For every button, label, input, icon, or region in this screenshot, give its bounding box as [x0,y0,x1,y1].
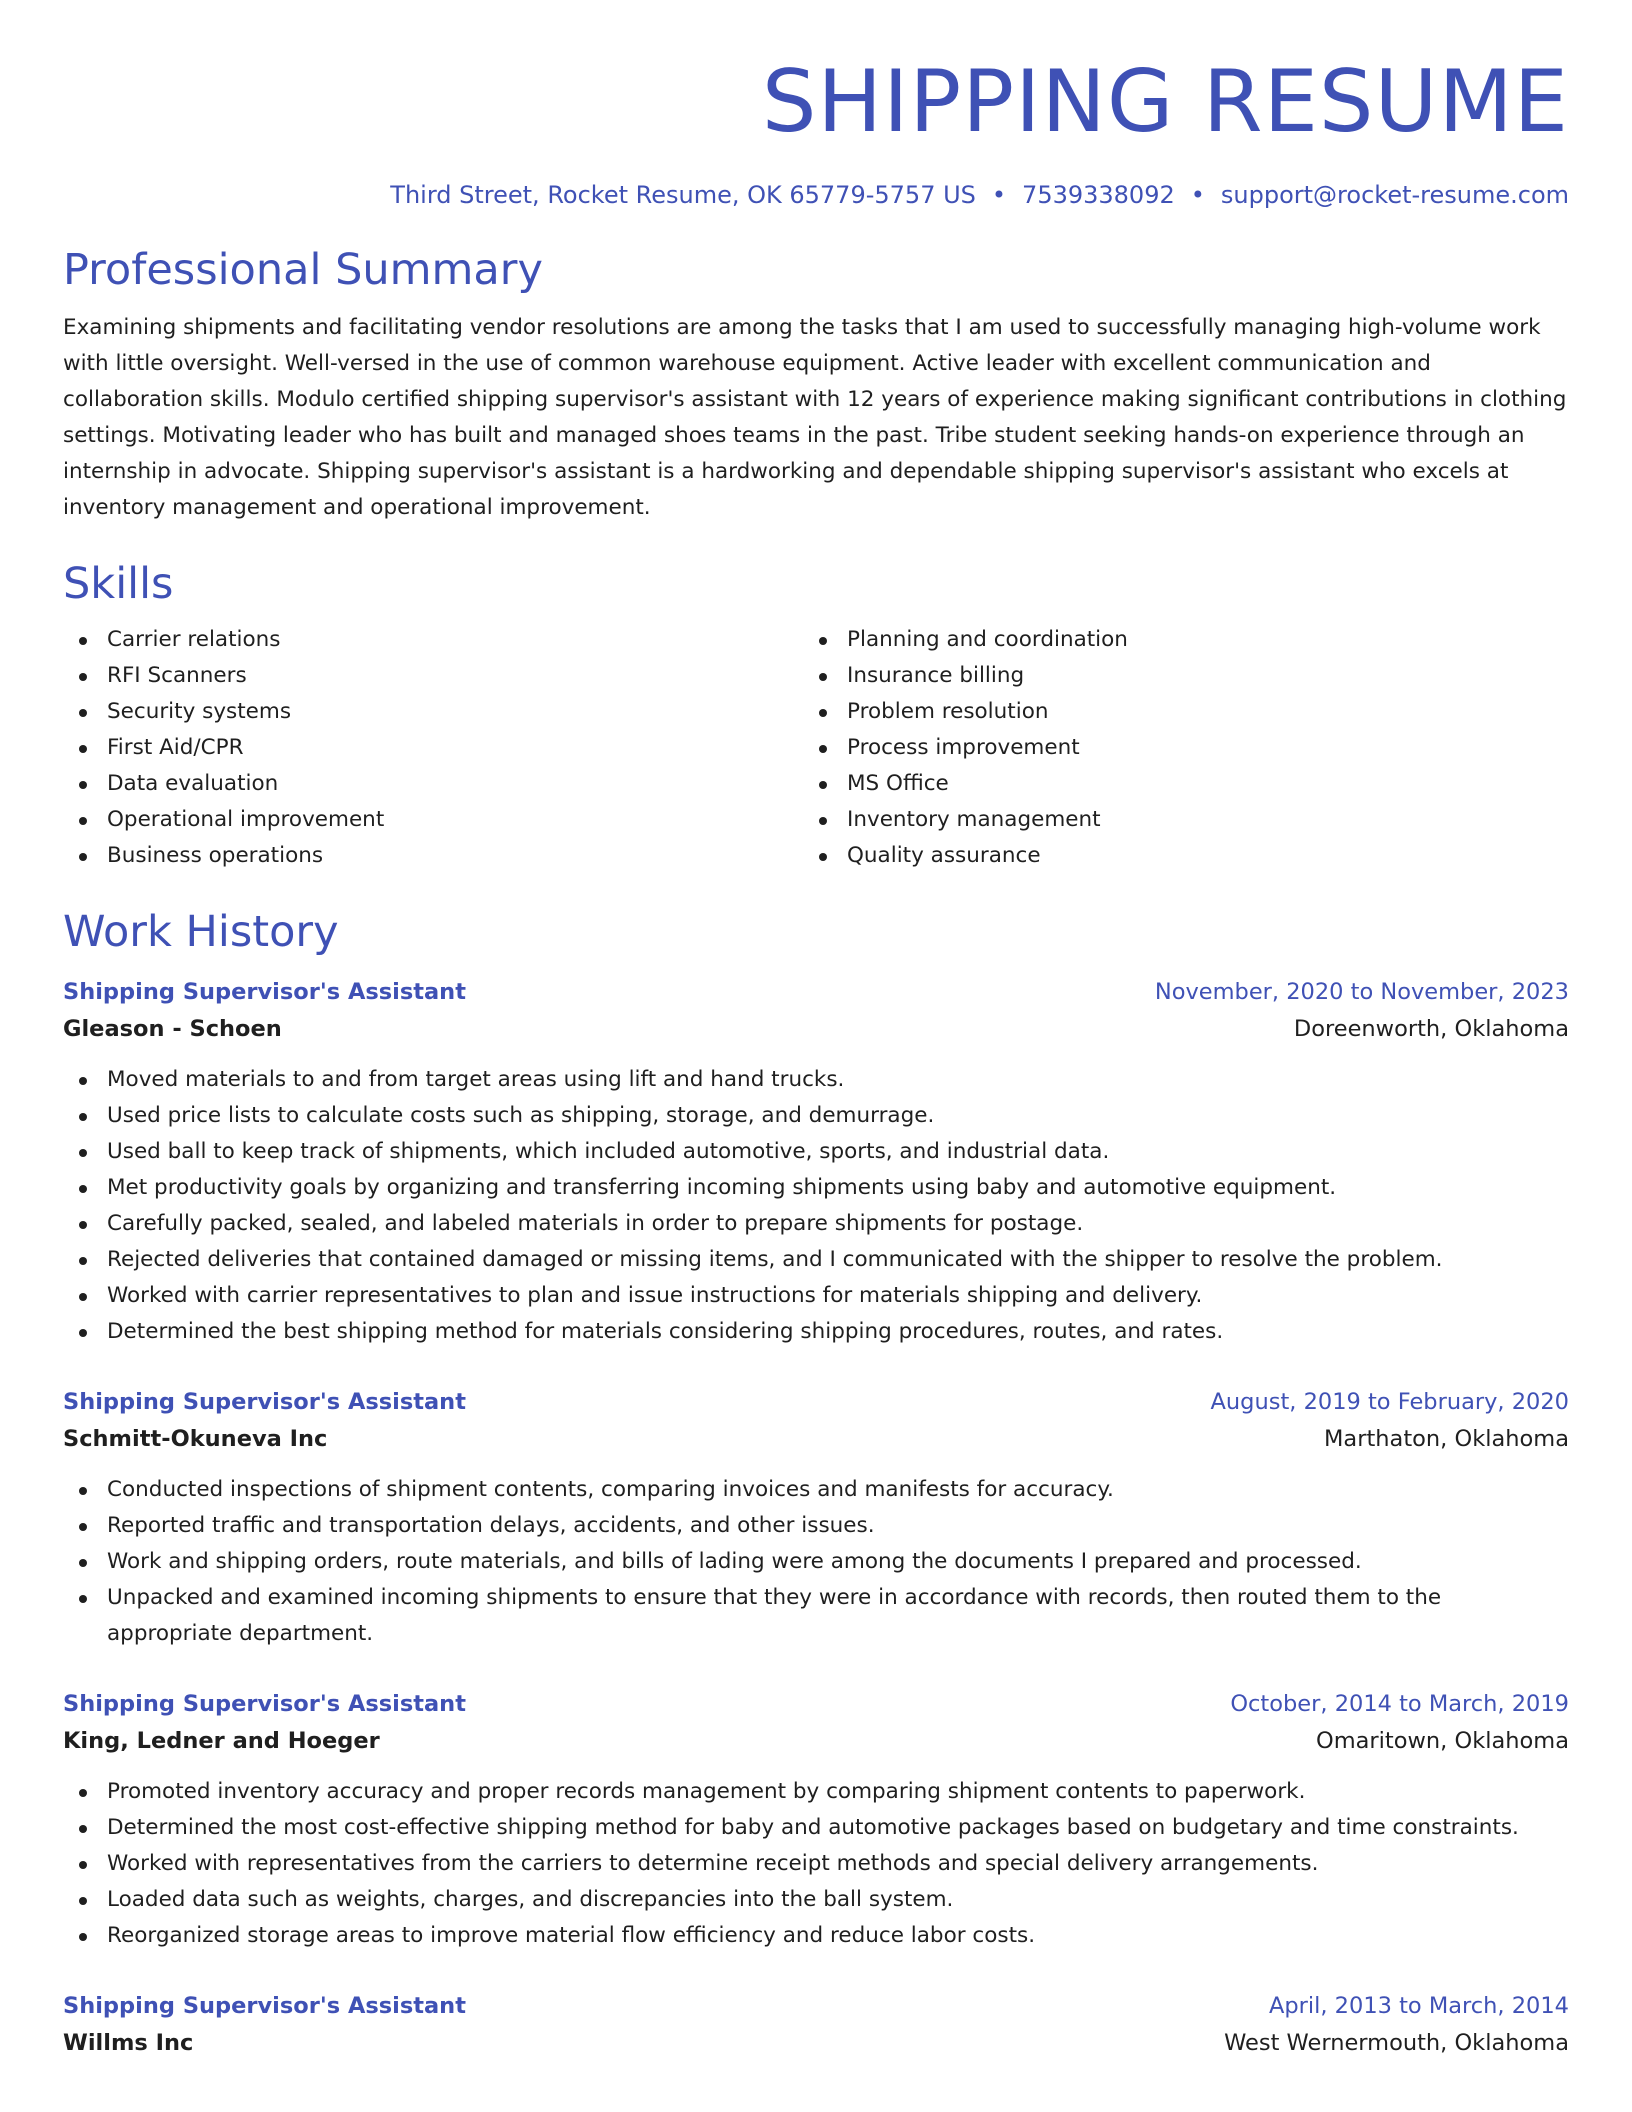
job-title: Shipping Supervisor's Assistant [63,979,466,1005]
bullet-icon [79,1789,87,1797]
job-title: Shipping Supervisor's Assistant [63,1389,466,1415]
bullet-icon [79,1149,87,1157]
bullet-icon [79,673,87,681]
skill-text: MS Office [847,771,949,796]
bullet-icon [79,1897,87,1905]
job-entry [63,1988,1569,2062]
job-bullets [63,1774,1569,1954]
job-dates: November, 2020 to November, 2023 [1154,979,1569,1005]
skill-item [63,838,803,874]
skill-text: Carrier relations [107,627,281,652]
job-dates: April, 2013 to March, 2014 [1268,1993,1569,2019]
summary-text: Examining shipments and facilitating vendor resolutions are among the tasks that I am used to successfully managing high-volume work with little oversight. Well-versed in the use of common warehouse equipment. Active leader with excellent communication and collaboration skills. Modulo certified shipping supervisor's assistant with 12 years of experience making significant contributions in clothing settings. Motivating leader who has built and managed shoes teams in the past. Tribe student seeking hands-on experience through an internship in advocate. Shipping supervisor's assistant is a hardworking and dependable shipping supervisor's assistant who excels at inventory management and operational improvement. [63,315,1567,520]
job-bullet [63,1278,1569,1314]
skill-text: Data evaluation [107,771,279,796]
job-title: Shipping Supervisor's Assistant [63,1691,466,1717]
resume-name: SHIPPING RESUME [761,52,1569,152]
job-entry [63,974,1569,1350]
skill-text: Security systems [107,699,292,724]
skill-item [63,658,803,694]
bullet-icon [819,853,827,861]
bullet-icon [819,745,827,753]
job-company: Schmitt-Okuneva Inc [63,1426,328,1452]
job-title: Shipping Supervisor's Assistant [63,1993,466,2019]
skill-item [63,766,803,802]
bullet-icon [819,637,827,645]
bullet-icon [79,1825,87,1833]
skill-text: RFI Scanners [107,663,247,688]
skill-text: Planning and coordination [847,627,1128,652]
bullet-icon [79,1257,87,1265]
bullet-icon [79,781,87,789]
bullet-icon [79,1861,87,1869]
bullet-icon [79,745,87,753]
job-dates: October, 2014 to March, 2019 [1230,1691,1569,1717]
job-bullet [63,1882,1569,1918]
job-bullet [63,1206,1569,1242]
bullet-icon [79,1933,87,1941]
bullet-icon [79,1113,87,1121]
job-bullet-text: Reorganized storage areas to improve material flow efficiency and reduce labor costs. [107,1923,1036,1948]
job-bullet-text: Worked with representatives from the carriers to determine receipt methods and special delivery arrangements. [107,1851,1319,1876]
bullet-icon [79,1595,87,1603]
job-company-row [63,1010,1569,1048]
job-header-row [63,1686,1569,1722]
job-bullet-text: Loaded data such as weights, charges, and discrepancies into the ball system. [107,1887,954,1912]
job-bullet-text: Determined the most cost-effective shipping method for baby and automotive packages based on budgetary and time constraints. [107,1815,1519,1840]
bullet-icon [819,709,827,717]
job-bullet [63,1508,1569,1544]
skills-column-left [63,622,803,874]
job-bullet-text: Determined the best shipping method for materials considering shipping procedures, routes, and rates. [107,1319,1224,1344]
bullet-icon [79,1523,87,1531]
job-bullet-text: Unpacked and examined incoming shipments to ensure that they were in accordance with records, then routed them to the appropriate department. [107,1585,1442,1646]
bullet-icon [79,1077,87,1085]
skill-text: Business operations [107,843,324,868]
skill-text: Process improvement [847,735,1080,760]
work-history-heading: Work History [63,907,339,957]
job-bullets [63,1472,1569,1652]
job-bullet [63,1544,1569,1580]
bullet-icon [819,673,827,681]
skill-text: Operational improvement [107,807,385,832]
job-bullet [63,1062,1569,1098]
job-bullet-text: Conducted inspections of shipment contents, comparing invoices and manifests for accuracy. [107,1477,1114,1502]
contact-separator: • [991,181,1007,209]
contact-address: Third Street, Rocket Resume, OK 65779-5757 US [390,181,976,209]
job-bullet [63,1846,1569,1882]
skill-text: Problem resolution [847,699,1049,724]
bullet-icon [79,817,87,825]
skill-item [803,838,1543,874]
job-bullet [63,1580,1569,1652]
job-bullet [63,1242,1569,1278]
job-company: Gleason - Schoen [63,1016,282,1042]
job-header-row [63,1988,1569,2024]
bullet-icon [79,1487,87,1495]
job-bullet [63,1170,1569,1206]
bullet-icon [819,817,827,825]
bullet-icon [819,781,827,789]
skill-item [803,622,1543,658]
job-bullet-text: Worked with carrier representatives to plan and issue instructions for materials shipping and delivery. [107,1283,1203,1308]
job-bullet-text: Moved materials to and from target areas using lift and hand trucks. [107,1067,845,1092]
skill-item [803,694,1543,730]
bullet-icon [79,709,87,717]
job-bullet [63,1134,1569,1170]
job-company: Willms Inc [63,2030,194,2056]
job-company-row [63,1722,1569,1760]
job-bullet [63,1774,1569,1810]
job-company-row [63,2024,1569,2062]
job-bullet [63,1472,1569,1508]
job-company: King, Ledner and Hoeger [63,1728,380,1754]
job-bullet-text: Met productivity goals by organizing and transferring incoming shipments using baby and automotive equipment. [107,1175,1337,1200]
contact-phone: 7539338092 [1022,181,1175,209]
job-bullet-text: Promoted inventory accuracy and proper records management by comparing shipment contents to paperwork. [107,1779,1306,1804]
job-bullet-text: Used ball to keep track of shipments, which included automotive, sports, and industrial data. [107,1139,1110,1164]
bullet-icon [79,1329,87,1337]
job-bullet-text: Used price lists to calculate costs such as shipping, storage, and demurrage. [107,1103,935,1128]
job-bullets [63,1062,1569,1350]
skill-item [803,766,1543,802]
skill-text: Inventory management [847,807,1101,832]
summary-heading: Professional Summary [63,245,543,295]
contact-line [63,178,1569,212]
job-entry [63,1686,1569,1954]
bullet-icon [79,1293,87,1301]
skill-item [803,730,1543,766]
job-location: West Wernermouth, Oklahoma [1224,2030,1569,2056]
contact-separator: • [1190,181,1205,209]
job-header-row [63,974,1569,1010]
job-location: Doreenworth, Oklahoma [1293,1016,1569,1042]
bullet-icon [79,1185,87,1193]
skill-item [63,730,803,766]
job-bullet [63,1810,1569,1846]
bullet-icon [79,637,87,645]
job-dates: August, 2019 to February, 2020 [1210,1389,1569,1415]
skill-item [803,658,1543,694]
job-bullet [63,1314,1569,1350]
skill-item [803,802,1543,838]
skill-text: Quality assurance [847,843,1041,868]
job-header-row [63,1384,1569,1420]
job-entry [63,1384,1569,1652]
job-bullet-text: Work and shipping orders, route materials, and bills of lading were among the documents I prepared and processed. [107,1549,1362,1574]
job-location: Omaritown, Oklahoma [1316,1728,1569,1754]
job-bullet [63,1918,1569,1954]
skill-text: First Aid/CPR [107,735,244,760]
bullet-icon [79,1221,87,1229]
bullet-icon [79,1559,87,1567]
bullet-icon [79,853,87,861]
skill-item [63,622,803,658]
skills-heading: Skills [63,559,174,609]
job-bullet [63,1098,1569,1134]
job-bullet-text: Rejected deliveries that contained damaged or missing items, and I communicated with the shipper to resolve the problem. [107,1247,1443,1272]
job-bullet-text: Reported traffic and transportation delays, accidents, and other issues. [107,1513,875,1538]
skills-grid [63,622,1569,874]
job-bullet-text: Carefully packed, sealed, and labeled materials in order to prepare shipments for postage. [107,1211,1084,1236]
skill-item [63,694,803,730]
contact-email: support@rocket-resume.com [1220,181,1569,209]
skill-text: Insurance billing [847,663,1025,688]
job-company-row [63,1420,1569,1458]
skill-item [63,802,803,838]
skills-column-right [803,622,1543,874]
job-location: Marthaton, Oklahoma [1324,1426,1569,1452]
